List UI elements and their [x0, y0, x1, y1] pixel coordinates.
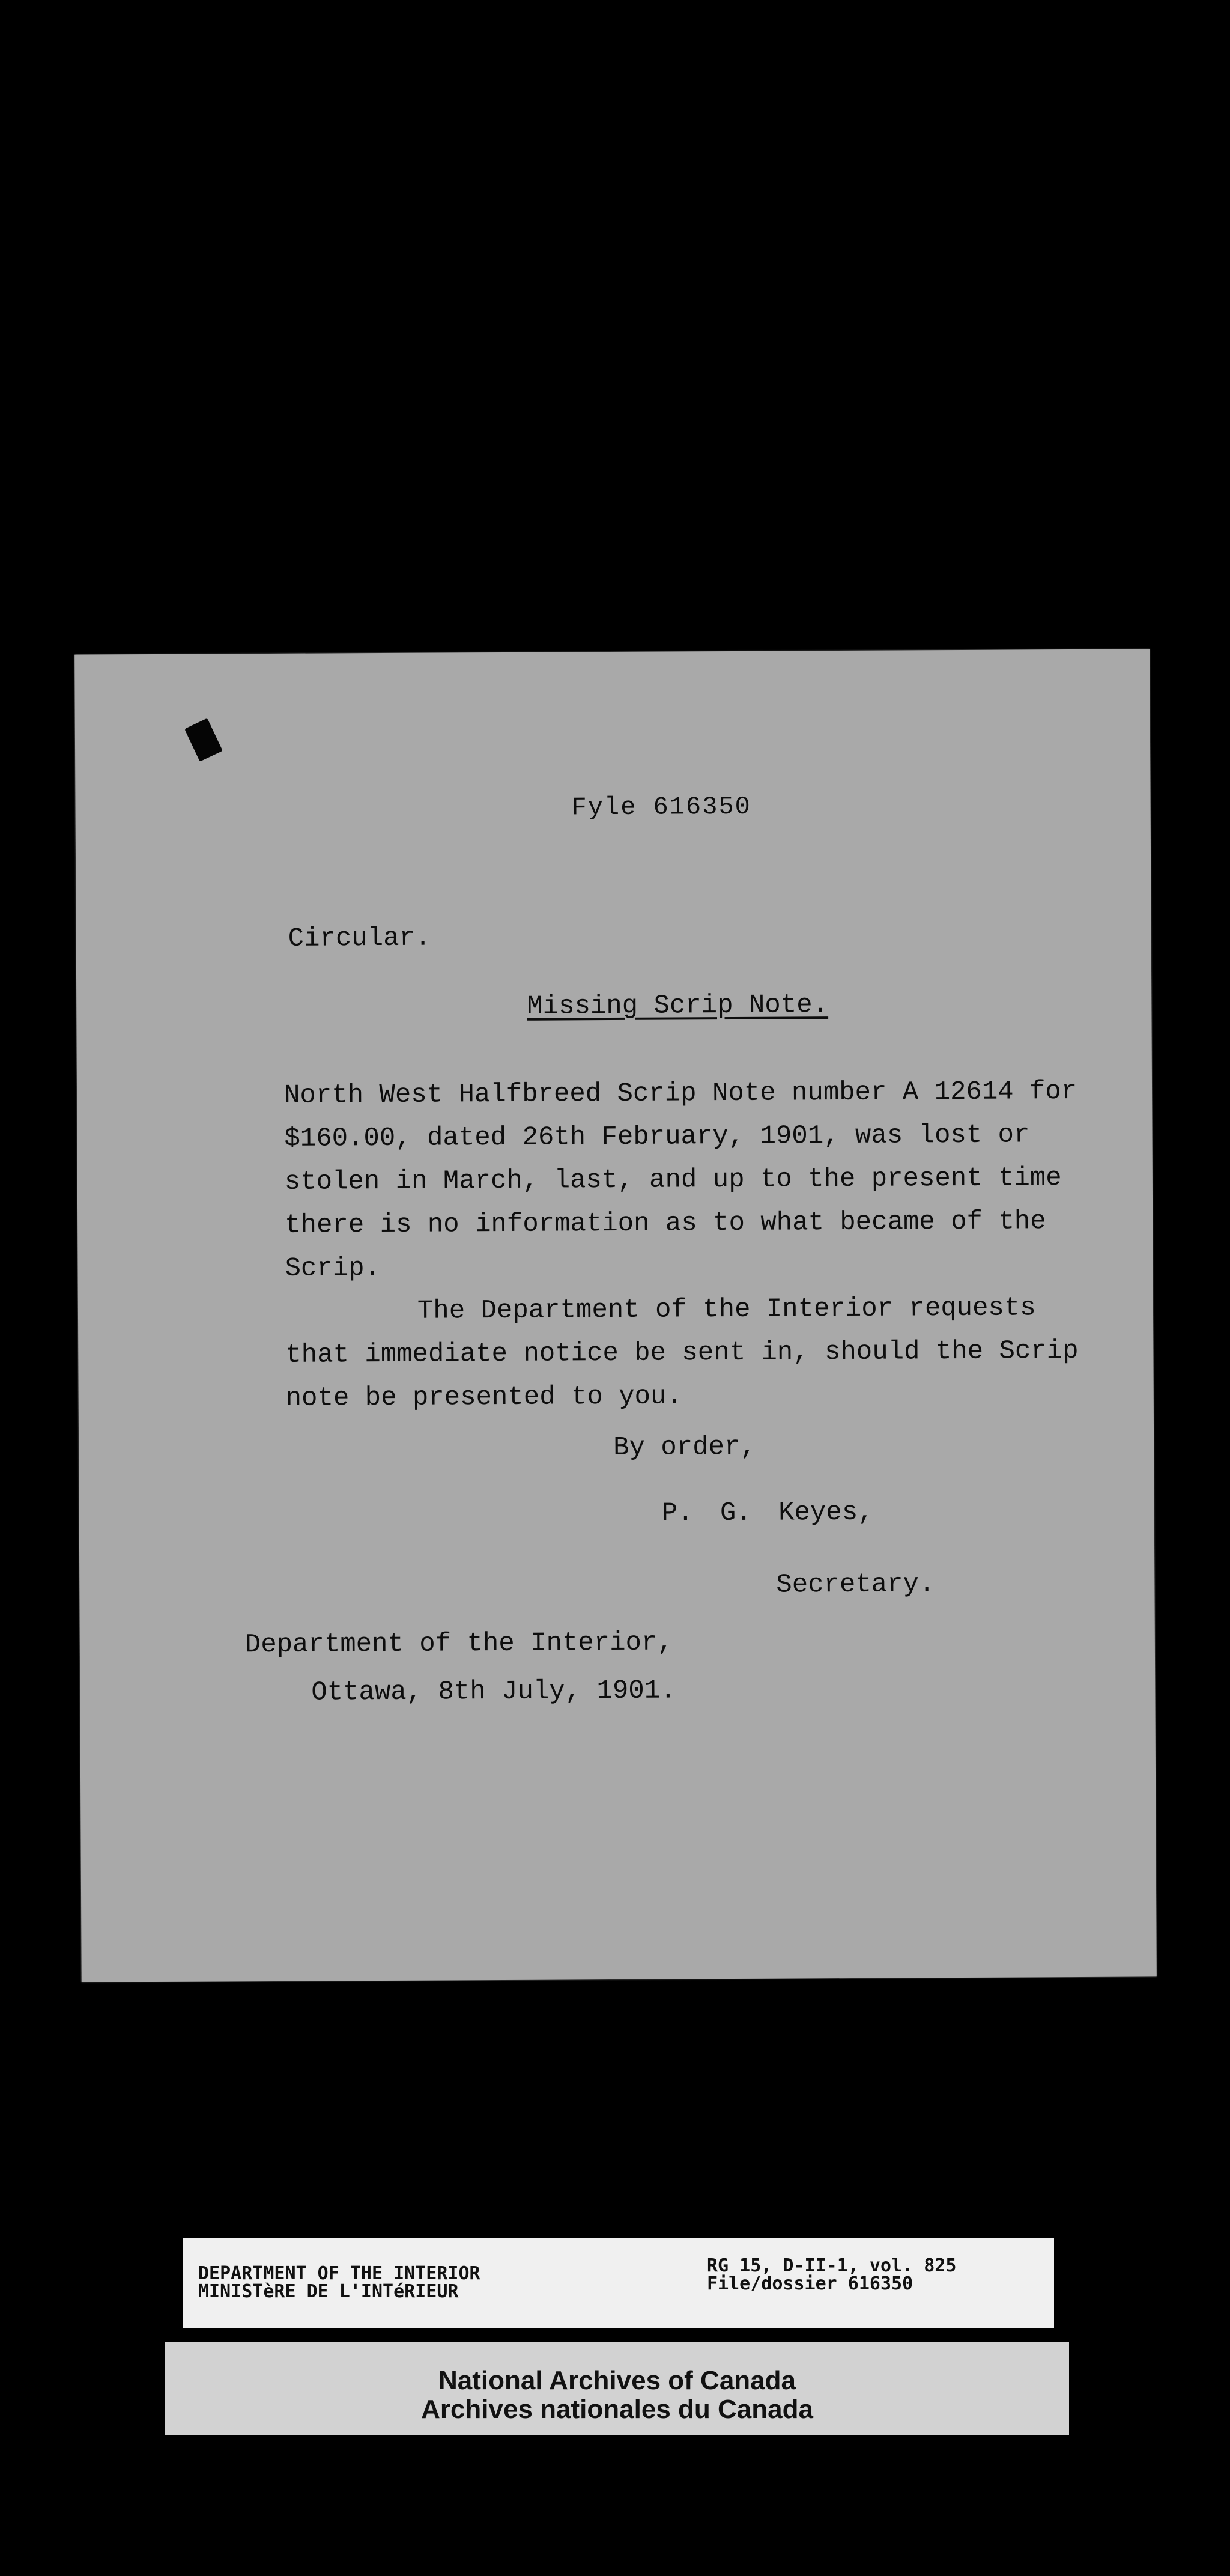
circular-label: Circular.	[288, 923, 431, 954]
paragraph-2: The Department of the Interior requests that immediate notice be sent in, should the Scrip note be presented to you.	[285, 1293, 1079, 1414]
archive-reference-label	[183, 2238, 1054, 2328]
archives-banner	[165, 2342, 1069, 2435]
label-reference	[707, 2257, 956, 2293]
signer-name: P. G. Keyes,	[661, 1497, 874, 1529]
punch-hole-mark	[184, 718, 223, 761]
paragraph-1: North West Halfbreed Scrip Note number A 12614 for $160.00, dated 26th February, 1901, was lost or stolen in March, last, and up to the present time there is no information as to what became of the Scrip.	[283, 1076, 1077, 1284]
by-order: By order,	[613, 1432, 756, 1463]
circular-body	[284, 1070, 1097, 1420]
archives-name-en: National Archives of Canada	[438, 2366, 796, 2395]
label-dept-fr: MINISTèRE DE L'INTéRIEUR	[198, 2281, 459, 2302]
document-page	[74, 649, 1157, 1982]
place-date-line: Ottawa, 8th July, 1901.	[311, 1675, 676, 1708]
label-department	[198, 2265, 480, 2301]
label-record-group: RG 15, D-II-1, vol. 825	[707, 2255, 957, 2276]
department-line: Department of the Interior,	[244, 1627, 673, 1660]
label-dept-en: DEPARTMENT OF THE INTERIOR	[198, 2263, 480, 2284]
archives-name-fr: Archives nationales du Canada	[421, 2395, 813, 2424]
heading-text: Missing Scrip Note.	[527, 990, 829, 1022]
document-heading	[527, 990, 828, 1022]
file-number: Fyle 616350	[571, 792, 751, 822]
signer-title: Secretary.	[776, 1569, 935, 1600]
label-file-number: File/dossier 616350	[707, 2273, 913, 2294]
